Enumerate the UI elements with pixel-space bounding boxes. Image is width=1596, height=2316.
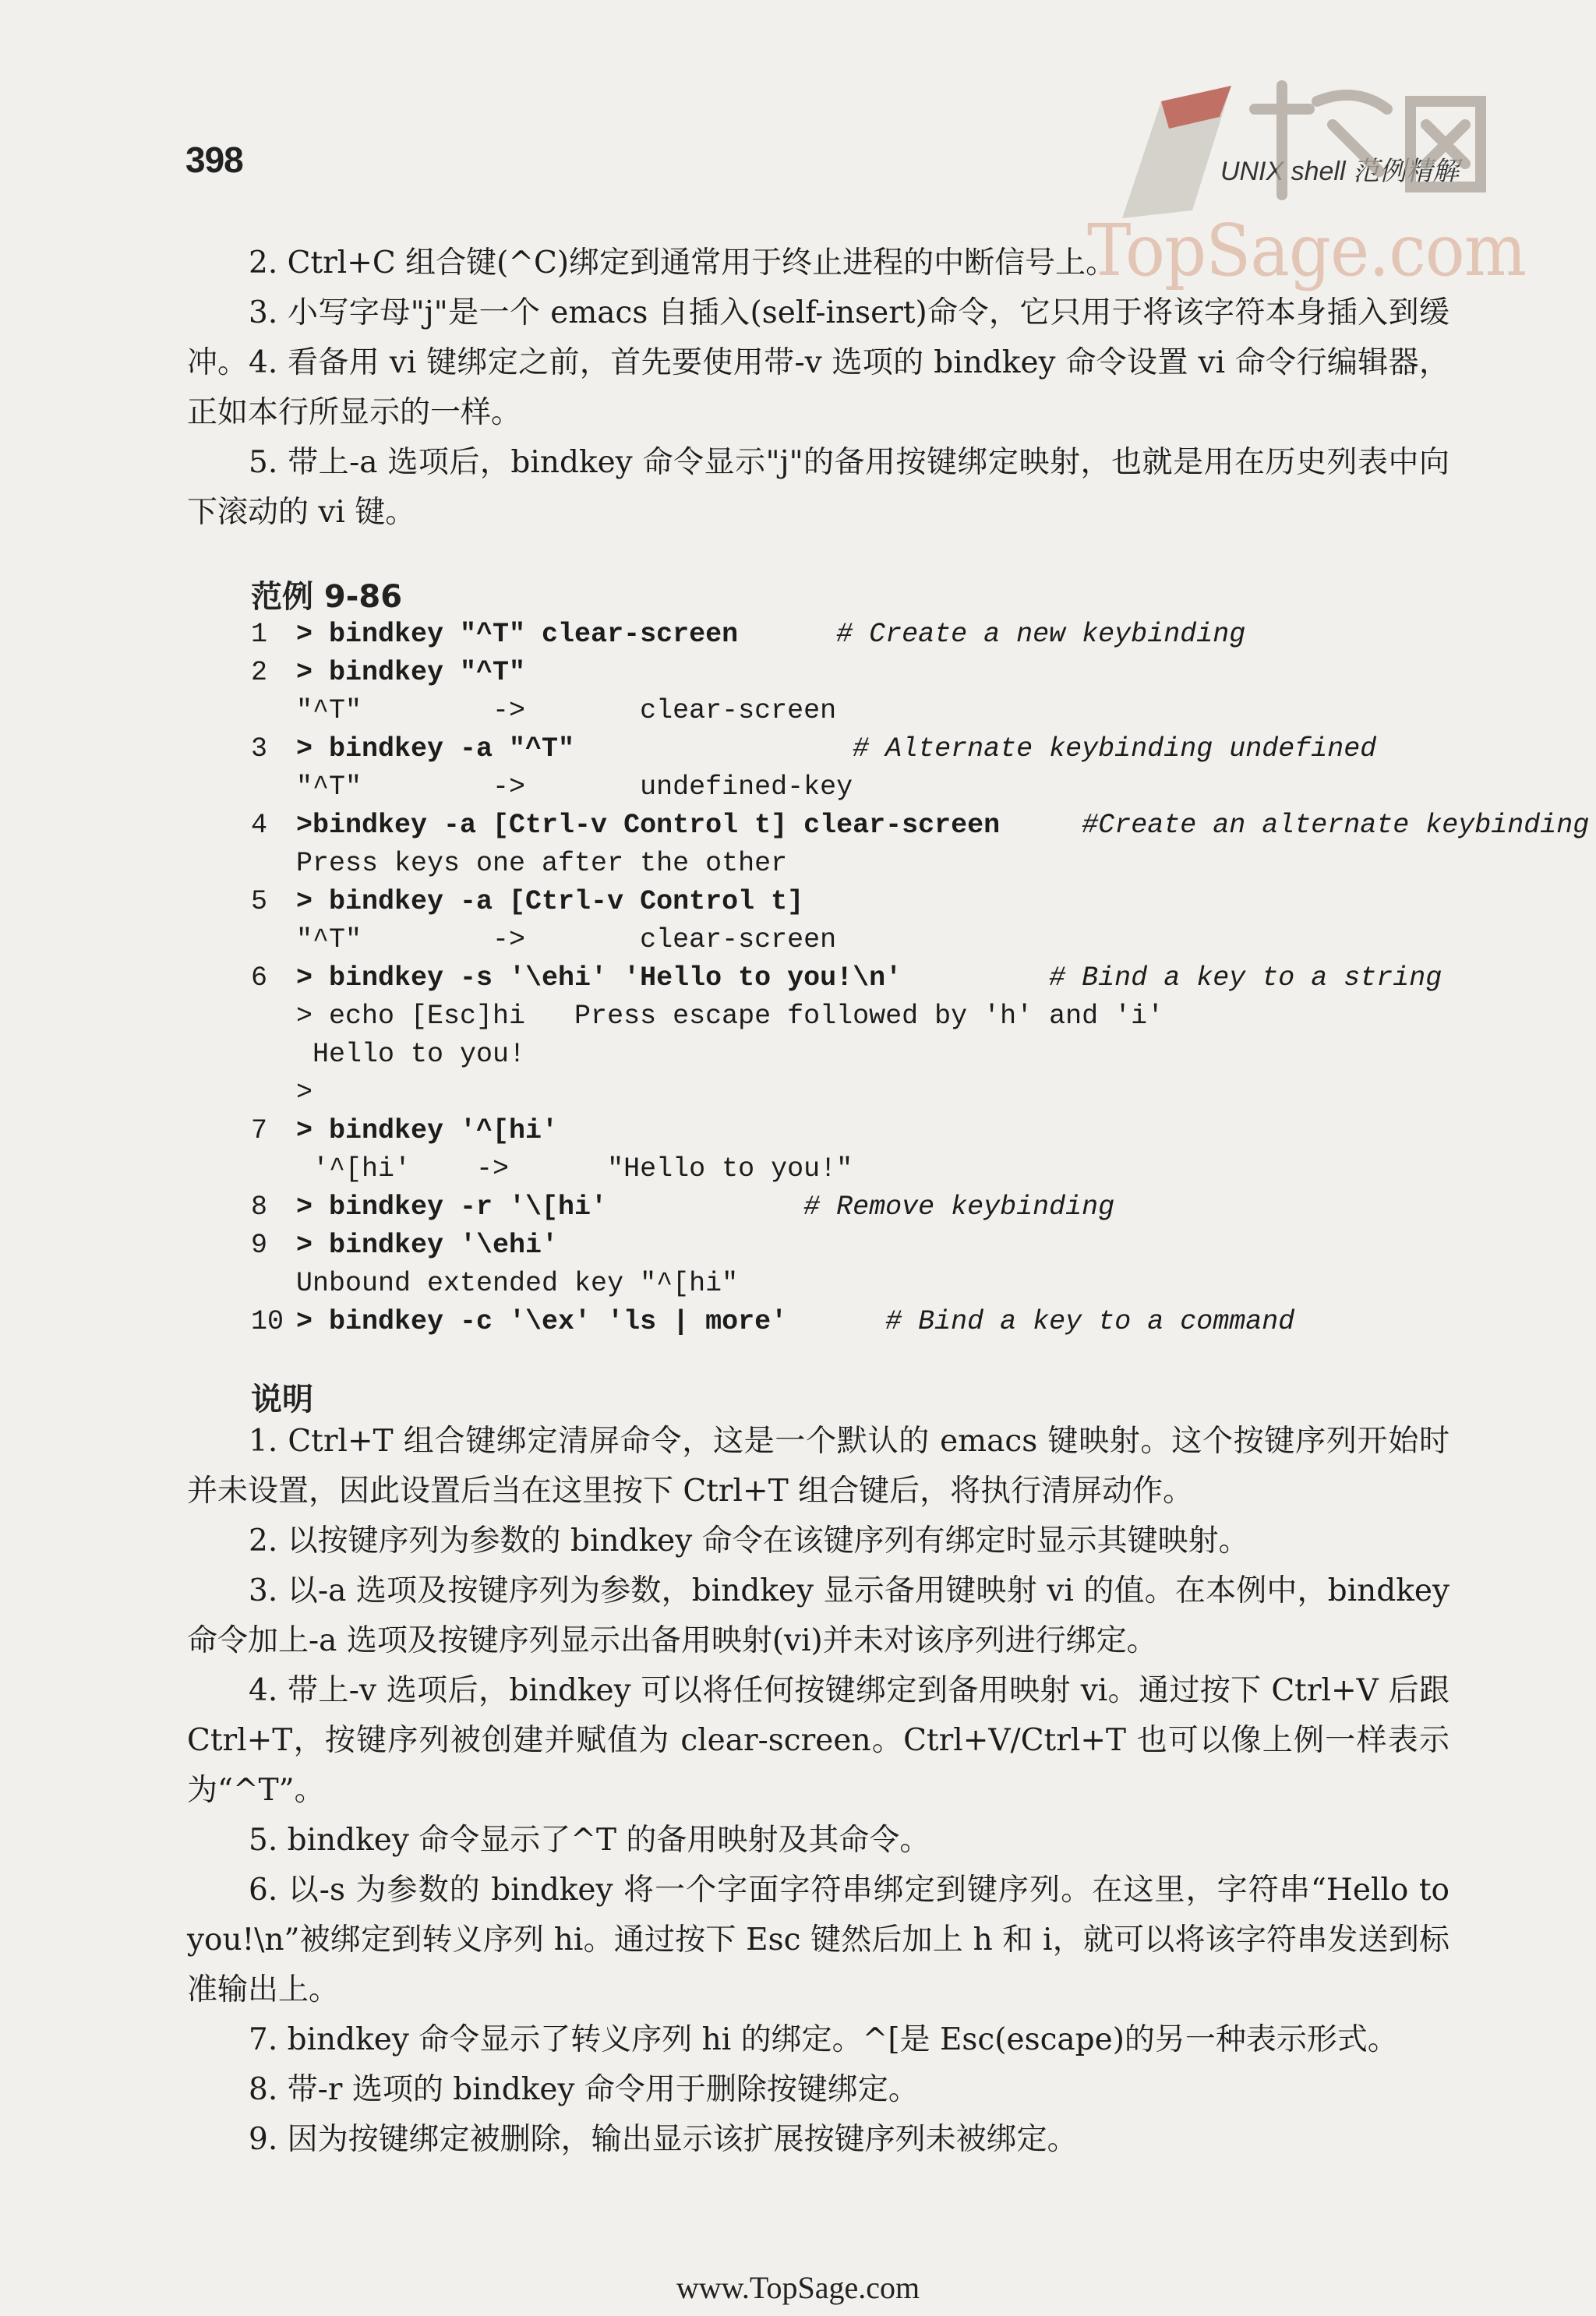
code-command: > bindkey '^[hi' — [296, 1115, 559, 1146]
code-command: > bindkey "^T" clear-screen — [296, 619, 739, 650]
code-line — [251, 959, 1467, 997]
code-padding — [738, 619, 836, 650]
code-command: "^T" -> clear-screen — [296, 924, 837, 955]
code-command: >bindkey -a [Ctrl-v Control t] clear-screen — [296, 810, 1001, 841]
intro-paragraph-3: 3. 小写字母"j"是一个 emacs 自插入(self-insert)命令，它只用于将该字符本身插入到缓冲。 — [187, 295, 1449, 380]
code-line — [251, 1188, 1467, 1227]
code-command: > bindkey -a "^T" — [296, 733, 575, 764]
code-command: > bindkey -s '\ehi' 'Hello to you!\n' — [296, 962, 902, 994]
code-line — [251, 807, 1590, 845]
code-command: Press keys one after the other — [296, 848, 788, 879]
code-line-number: 6 — [251, 962, 268, 994]
code-command: > bindkey -a [Ctrl-v Control t] — [296, 886, 804, 917]
code-line-number: 7 — [251, 1115, 268, 1146]
code-line — [251, 1074, 1467, 1112]
code-padding — [574, 733, 853, 764]
explanation-item-1: 1. Ctrl+T 组合键绑定清屏命令，这是一个默认的 emacs 键映射。这个按键序列开始时并未设置，因此设置后当在这里按下 Ctrl+T 组合键后，将执行清屏动作。 — [187, 1424, 1449, 1509]
code-line-number: 3 — [251, 733, 268, 764]
code-line — [251, 883, 1467, 921]
code-command: > bindkey "^T" — [296, 657, 526, 688]
explanation-item-8: 8. 带-r 选项的 bindkey 命令用于删除按键绑定。 — [249, 2072, 919, 2107]
code-command: > — [296, 1077, 313, 1108]
code-comment: # Remove keybinding — [803, 1192, 1115, 1223]
watermark-brand-text: TopSage.com — [1087, 209, 1527, 292]
code-command: > bindkey -c '\ex' 'ls | more' — [296, 1306, 788, 1337]
code-command: "^T" -> undefined-key — [296, 771, 853, 803]
code-line — [251, 616, 1467, 654]
example-title: 范例 9-86 — [251, 579, 403, 615]
code-command: > echo [Esc]hi Press escape followed by 'h' and 'i' — [296, 1001, 1164, 1032]
code-padding — [902, 962, 1049, 994]
code-line — [251, 692, 1467, 730]
code-line-number: 10 — [251, 1306, 284, 1337]
code-command: '^[hi' -> "Hello to you!" — [296, 1153, 853, 1184]
explanation-item-3: 3. 以-a 选项及按键序列为参数，bindkey 显示备用键映射 vi 的值。在本例中，bindkey 命令加上-a 选项及按键序列显示出备用映射(vi)并未对该序列进行绑定。 — [187, 1573, 1449, 1658]
code-line — [251, 654, 1467, 692]
code-listing — [251, 616, 1590, 1341]
code-padding — [607, 1192, 803, 1223]
code-comment: # Bind a key to a command — [885, 1306, 1295, 1337]
explanation-item-7: 7. bindkey 命令显示了转义序列 hi 的绑定。^[是 Esc(escape)的另一种表示形式。 — [249, 2022, 1398, 2057]
code-comment: #Create an alternate keybinding — [1082, 810, 1590, 841]
code-line-number: 1 — [251, 619, 268, 650]
code-line-number: 4 — [251, 810, 268, 841]
code-line — [251, 1303, 1467, 1341]
code-comment: # Create a new keybinding — [836, 619, 1246, 650]
code-line — [251, 1112, 1467, 1150]
footer-url: www.TopSage.com — [676, 2270, 920, 2305]
code-line — [251, 1150, 1467, 1188]
code-line — [251, 1265, 1467, 1303]
explanation-item-6: 6. 以-s 为参数的 bindkey 将一个字面字符串绑定到键序列。在这里，字符串“Hello to you!\n”被绑定到转义序列 hi。通过按下 Esc 键然后加上 h 和 i，就可以将该字符串发送到标准输出上。 — [187, 1873, 1449, 2007]
page-number: 398 — [185, 139, 243, 180]
explanation-item-5: 5. bindkey 命令显示了^T 的备用映射及其命令。 — [249, 1823, 930, 1858]
code-command: > bindkey -r '\[hi' — [296, 1192, 608, 1223]
code-line — [251, 1227, 1467, 1265]
code-line — [251, 1036, 1467, 1074]
code-padding — [1000, 810, 1082, 841]
code-line — [251, 997, 1467, 1036]
code-line-number: 9 — [251, 1230, 268, 1261]
code-line — [251, 921, 1467, 959]
explanation-item-9: 9. 因为按键绑定被删除，输出显示该扩展按键序列未被绑定。 — [249, 2122, 1078, 2157]
code-line-number: 5 — [251, 886, 268, 917]
explanation-item-4: 4. 带上-v 选项后，bindkey 可以将任何按键绑定到备用映射 vi。通过按下 Ctrl+V 后跟 Ctrl+T，按键序列被创建并赋值为 clear-screen。Ctrl+V/Ctrl+T 也可以像上例一样表示为“^T”。 — [187, 1673, 1449, 1808]
intro-paragraph-2: 2. Ctrl+C 组合键(^C)绑定到通常用于终止进程的中断信号上。 — [249, 245, 1117, 281]
code-command: > bindkey '\ehi' — [296, 1230, 559, 1261]
explanation-title: 说明 — [251, 1382, 313, 1417]
code-line-number: 8 — [251, 1192, 268, 1223]
explanation-item-2: 2. 以按键序列为参数的 bindkey 命令在该键序列有绑定时显示其键映射。 — [249, 1523, 1249, 1559]
code-comment: # Bind a key to a string — [1049, 962, 1442, 994]
running-header: UNIX shell 范例精解 — [1220, 157, 1459, 186]
code-command: "^T" -> clear-screen — [296, 695, 837, 726]
code-line-number: 2 — [251, 657, 268, 688]
intro-paragraph-4: 4. 看备用 vi 键绑定之前，首先要使用带-v 选项的 bindkey 命令设置 vi 命令行编辑器，正如本行所显示的一样。 — [187, 345, 1449, 430]
code-padding — [787, 1306, 885, 1337]
code-line — [251, 768, 1467, 807]
code-comment: # Alternate keybinding undefined — [853, 733, 1377, 764]
code-line — [251, 730, 1467, 768]
code-line — [251, 845, 1467, 883]
code-command: Hello to you! — [296, 1039, 526, 1070]
code-command: Unbound extended key "^[hi" — [296, 1268, 739, 1299]
intro-paragraph-5: 5. 带上-a 选项后，bindkey 命令显示"j"的备用按键绑定映射，也就是用在历史列表中向下滚动的 vi 键。 — [187, 445, 1449, 530]
